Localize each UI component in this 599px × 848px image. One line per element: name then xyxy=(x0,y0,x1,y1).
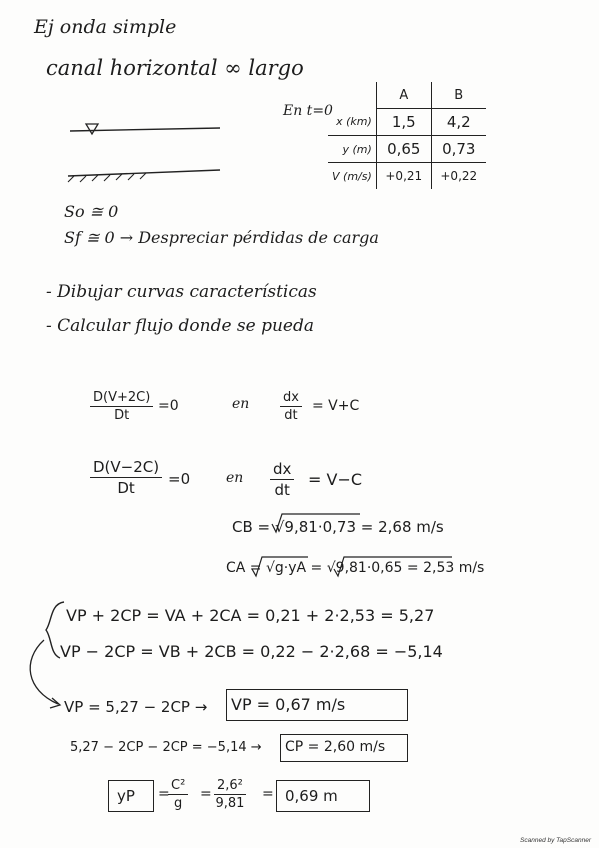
slope-sf: Sf ≅ 0 → Despreciar pérdidas de carga xyxy=(64,228,379,247)
cp-result-box xyxy=(280,734,408,762)
task-item: - Dibujar curvas características xyxy=(46,282,317,302)
water-surface-line xyxy=(70,128,220,131)
table-cell: 0,65 xyxy=(376,136,431,163)
initial-conditions-table xyxy=(328,82,486,189)
table-row-label: y (m) xyxy=(328,136,376,163)
cp-calculation: 5,27 − 2CP − 2CP = −5,14 → xyxy=(70,740,262,755)
cp-result: CP = 2,60 m/s xyxy=(285,739,386,755)
yp-label: yP xyxy=(117,787,135,805)
table-cell: 0,73 xyxy=(431,136,486,163)
table-row-label: V (m/s) xyxy=(332,169,372,183)
table-cell: 1,5 xyxy=(376,109,431,136)
eq2-dt: dt xyxy=(274,481,290,499)
yp-c2: C² xyxy=(168,778,188,795)
slope-so: So ≅ 0 xyxy=(64,202,119,221)
yp-equals-1: = xyxy=(158,786,170,802)
eq2-tail: = V−C xyxy=(308,470,363,489)
vp-calculation: VP = 5,27 − 2CP → xyxy=(64,698,208,716)
table-cell: 4,2 xyxy=(431,109,486,136)
yp-fraction-1 xyxy=(168,778,188,811)
yp-label-box xyxy=(108,780,154,812)
scanner-watermark: Scanned by TapScanner xyxy=(520,837,591,844)
eq1-dx: dx xyxy=(280,390,302,407)
heading-line1: Ej onda simple xyxy=(34,16,177,38)
eq2-rhs: =0 xyxy=(168,470,191,488)
eq2-fraction xyxy=(90,458,162,497)
initial-time-label: En t=0 xyxy=(283,103,333,119)
eq1-denominator: Dt xyxy=(114,408,130,423)
table-corner xyxy=(328,82,376,109)
eq2-dx: dx xyxy=(270,460,294,480)
eq2-denominator: Dt xyxy=(117,479,135,497)
eq1-fraction xyxy=(90,390,153,423)
celerity-a: CA = √g·yA = √9,81·0,65 = 2,53 m/s xyxy=(226,560,485,576)
table-header-b: B xyxy=(431,82,486,109)
table-header-a: A xyxy=(376,82,431,109)
yp-result-box xyxy=(276,780,370,812)
celerity-b: CB = √9,81·0,73 = 2,68 m/s xyxy=(232,518,444,536)
eq2-dxdt xyxy=(270,460,294,499)
yp-g: g xyxy=(174,796,183,811)
vp-result-box xyxy=(226,689,408,721)
yp-numerator: 2,6² xyxy=(214,778,246,795)
yp-equals-2: = xyxy=(200,786,212,802)
eq1-numerator: D(V+2C) xyxy=(90,390,153,407)
table-cell: +0,22 xyxy=(431,163,486,190)
eq1-dt: dt xyxy=(284,408,298,423)
task-item: - Calcular flujo donde se pueda xyxy=(46,316,315,336)
system-equation-2: VP − 2CP = VB + 2CB = 0,22 − 2·2,68 = −5,14 xyxy=(60,642,443,661)
yp-equals-3: = xyxy=(262,786,274,802)
eq1-rhs: =0 xyxy=(158,398,179,414)
eq1-dxdt xyxy=(280,390,302,423)
water-level-marker-icon xyxy=(86,124,98,134)
vp-result: VP = 0,67 m/s xyxy=(231,695,346,714)
curved-arrow xyxy=(30,640,58,704)
heading-line2: canal horizontal ∞ largo xyxy=(46,56,304,80)
eq2-numerator: D(V−2C) xyxy=(90,458,162,478)
yp-denominator: 9,81 xyxy=(215,796,245,811)
eq2-en: en xyxy=(226,470,244,486)
eq1-en: en xyxy=(232,396,250,412)
system-equation-1: VP + 2CP = VA + 2CA = 0,21 + 2·2,53 = 5,27 xyxy=(66,606,435,625)
yp-result: 0,69 m xyxy=(285,787,338,805)
yp-fraction-2 xyxy=(214,778,246,811)
table-cell: +0,21 xyxy=(376,163,431,190)
eq1-tail: = V+C xyxy=(312,398,360,414)
table-row-label: x (km) xyxy=(328,109,376,136)
